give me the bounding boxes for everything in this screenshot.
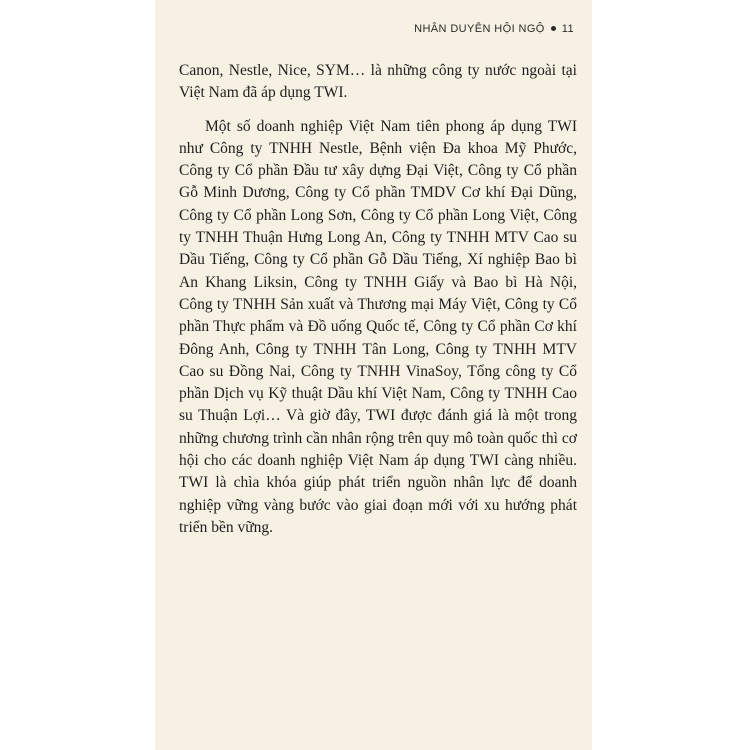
paragraph: Một số doanh nghiệp Việt Nam tiên phong áp dụng TWI như Công ty TNHH Nestle, Bệnh viện Đa khoa Mỹ Phước, Công ty Cổ phần Đầu tư xây dựng Đại Việt, Công ty Cổ phần Gỗ Minh Dương, Công ty Cổ phần TMDV Cơ khí Đại Dũng, Công ty Cổ phần Long Sơn, Công ty Cổ phần Long Việt, Công ty TNHH Thuận Hưng Long An, Công ty TNHH MTV Cao su Dầu Tiếng, Công ty Cổ phần Gỗ Dầu Tiếng, Xí nghiệp Bao bì An Khang Liksin, Công ty TNHH Giấy và Bao bì Hà Nội, Công ty TNHH Sản xuất và Thương mại Máy Việt, Công ty Cổ phần Thực phẩm và Đồ uống Quốc tế, Công ty Cổ phần Cơ khí Đông Anh, Công ty TNHH Tân Long, Công ty TNHH MTV Cao su Đồng Nai, Công ty TNHH VinaSoy, Tổng công ty Cổ phần Dịch vụ Kỹ thuật Dầu khí Việt Nam, Công ty TNHH Cao su Thuận Lợi… Và giờ đây, TWI được đánh giá là một trong những chương trình cần nhân rộng trên quy mô toàn quốc thì cơ hội cho các doanh nghiệp Việt Nam áp dụng TWI càng nhiều. TWI là chìa khóa giúp phát triển nguồn nhân lực để doanh nghiệp vững vàng bước vào giai đoạn mới với xu hướng phát triển bền vững. [179,117,577,536]
running-title: NHÂN DUYÊN HỘI NGỘ [414,23,545,35]
book-page [155,0,592,750]
body-text [179,60,577,550]
page-number: 11 [561,23,574,35]
bullet-separator [551,26,556,31]
running-header [414,23,574,35]
paragraph-continued: Canon, Nestle, Nice, SYM… là những công ty nước ngoài tại Việt Nam đã áp dụng TWI. [179,62,577,102]
